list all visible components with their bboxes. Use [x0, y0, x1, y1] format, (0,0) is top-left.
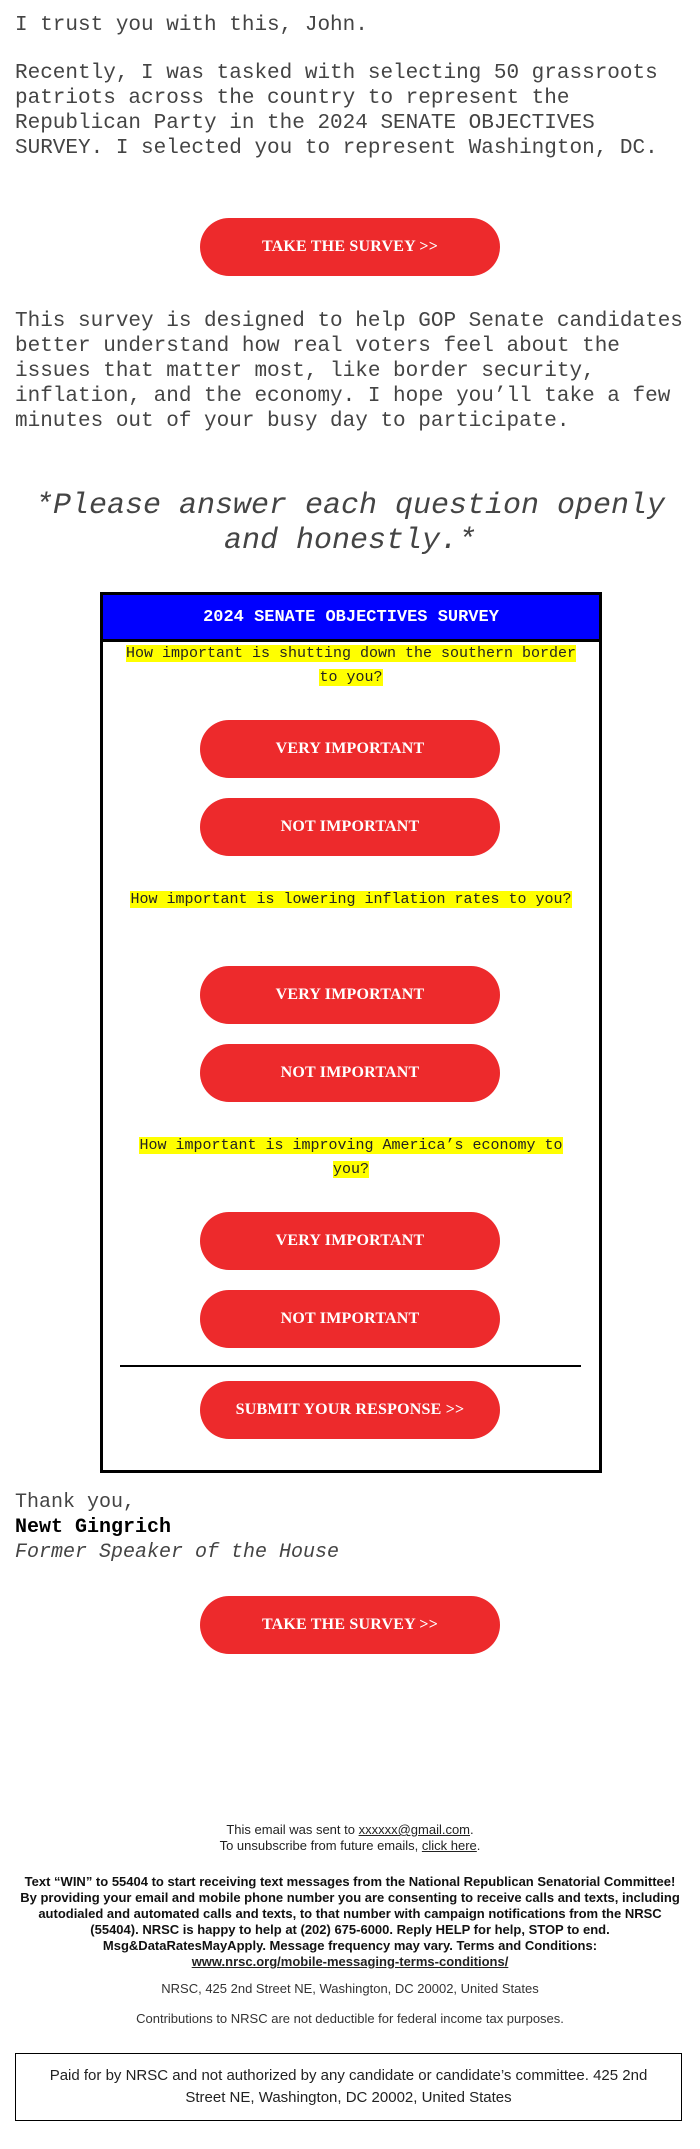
question-1-text: How important is shutting down the southern border to you?	[125, 645, 577, 686]
sent-suffix: .	[470, 1822, 474, 1837]
recipient-email-link[interactable]: xxxxxx@gmail.com	[358, 1822, 471, 1837]
survey-title: 2024 SENATE OBJECTIVES SURVEY	[103, 595, 599, 642]
q1-very-important-button[interactable]: VERY IMPORTANT	[200, 720, 500, 778]
signoff	[15, 1490, 339, 1565]
take-survey-button-bottom[interactable]: TAKE THE SURVEY >>	[200, 1596, 500, 1654]
sent-prefix: This email was sent to	[226, 1822, 359, 1837]
q2-very-important-button[interactable]: VERY IMPORTANT	[200, 966, 500, 1024]
q3-not-important-button[interactable]: NOT IMPORTANT	[200, 1290, 500, 1348]
unsubscribe-suffix: .	[476, 1838, 481, 1853]
question-3-text: How important is improving America’s economy to you?	[139, 1137, 563, 1178]
take-survey-button-top[interactable]: TAKE THE SURVEY >>	[200, 218, 500, 276]
unsubscribe-prefix: To unsubscribe from future emails,	[219, 1838, 422, 1853]
intro-paragraph: Recently, I was tasked with selecting 50 grassroots patriots across the country to represent the Republican Party in the 2024 SENATE OBJECTIVES SURVEY. I selected you to represent Washington, DC.	[15, 62, 658, 160]
survey-divider	[120, 1365, 581, 1367]
footer-sent-notice	[20, 1822, 680, 1854]
survey-box	[100, 592, 602, 1473]
footer-address: NRSC, 425 2nd Street NE, Washington, DC 20002, United States	[161, 1981, 539, 1996]
please-answer-heading: *Please answer each question openly and honestly.*	[34, 489, 666, 558]
footer-deductible-notice: Contributions to NRSC are not deductible for federal income tax purposes.	[136, 2011, 564, 2026]
q1-not-important-button[interactable]: NOT IMPORTANT	[200, 798, 500, 856]
signer-role: Former Speaker of the House	[15, 1541, 340, 1564]
sms-legal-text: Text “WIN” to 55404 to start receiving text messages from the National Republican Senatorial Committee! By providing your email and mobile phone number you are consenting to receive calls and texts, including autodialed and automated calls and texts, to that number with campaign notifications from the NRSC (55404). NRSC is happy to help at (202) 675-6000. Reply HELP for help, STOP to end. Msg&DataRatesMayApply. Message frequency may vary. Terms and Conditions:	[20, 1874, 680, 1953]
thanks-text: Thank you,	[15, 1491, 136, 1514]
survey-description-paragraph: This survey is designed to help GOP Senate candidates better understand how real voters feel about the issues that matter most, like border security, inflation, and the economy. I hope you’ll take a few minutes out of your busy day to participate.	[15, 310, 683, 433]
signer-name: Newt Gingrich	[15, 1516, 172, 1539]
q3-very-important-button[interactable]: VERY IMPORTANT	[200, 1212, 500, 1270]
question-3	[118, 1134, 584, 1182]
unsubscribe-link[interactable]: click here	[421, 1838, 477, 1853]
question-2	[118, 888, 584, 912]
greeting-text: I trust you with this, John.	[15, 14, 368, 37]
paid-for-disclaimer	[15, 2053, 682, 2121]
submit-response-button[interactable]: SUBMIT YOUR RESPONSE >>	[200, 1381, 500, 1439]
q2-not-important-button[interactable]: NOT IMPORTANT	[200, 1044, 500, 1102]
terms-conditions-link[interactable]: www.nrsc.org/mobile-messaging-terms-conditions/	[191, 1954, 509, 1969]
sms-legal-notice	[20, 1874, 680, 1970]
question-1	[118, 642, 584, 690]
question-2-text: How important is lowering inflation rates to you?	[130, 891, 572, 908]
paid-for-text: Paid for by NRSC and not authorized by any candidate or candidate’s committee. 425 2nd Street NE, Washington, DC 20002, United States	[49, 2067, 648, 2106]
